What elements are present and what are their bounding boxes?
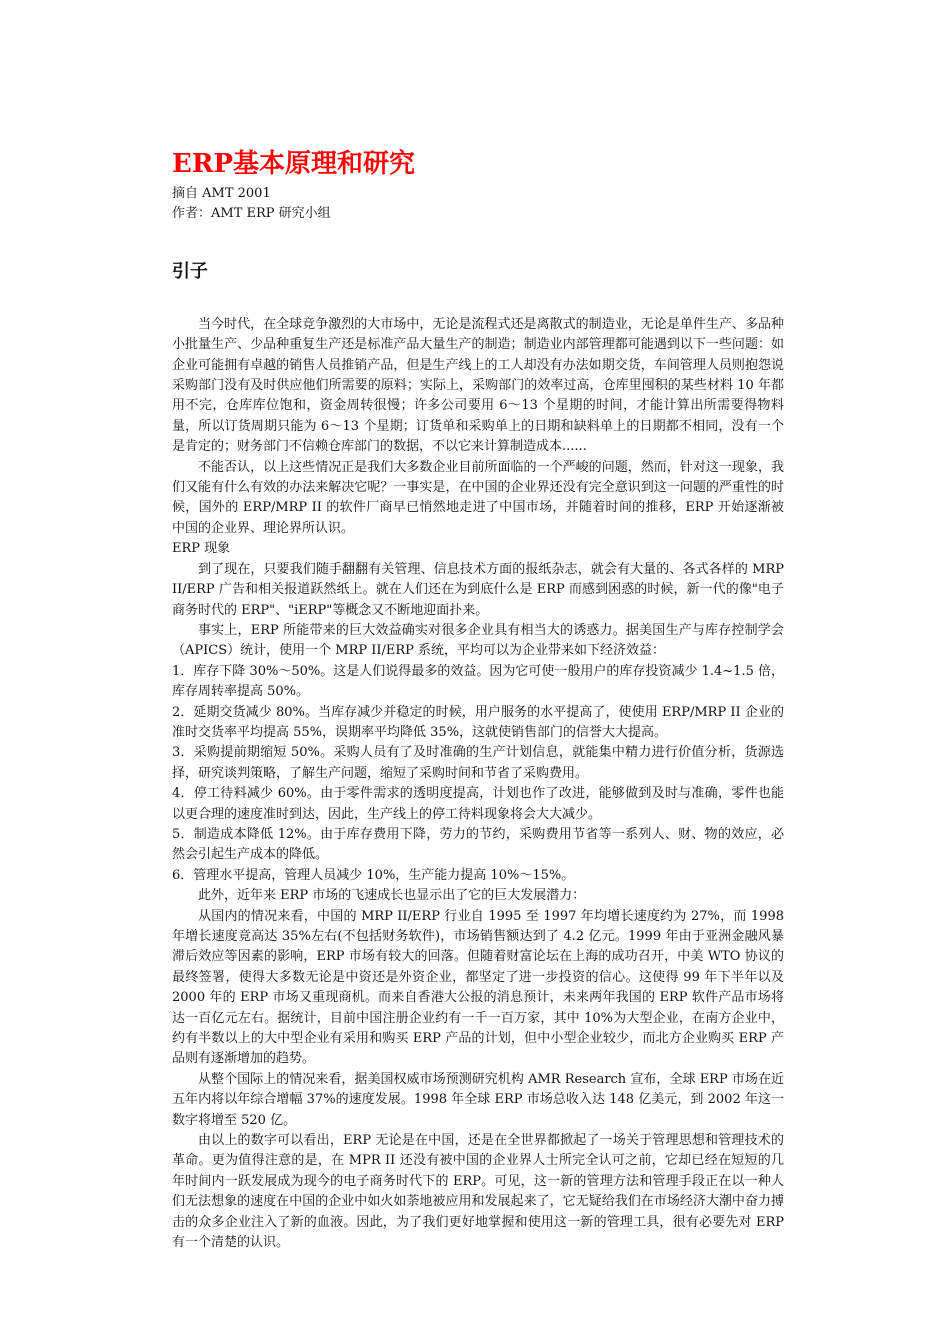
document-title: ERP基本原理和研究 bbox=[172, 149, 415, 179]
section-heading: 引子 bbox=[172, 260, 208, 282]
paragraph-2: 不能否认，以上这些情况正是我们大多数企业目前所面临的一个严峻的问题，然而，针对这一现象，我们又能有什么有效的办法来解决它呢？一事实是，在中国的企业界还没有完全意识到这一问题的严重性的时候，国外的 ERP/MRP II 的软件厂商早已悄然地走进了中国市场，并随着时间的推移，ERP 开始逐渐被中国的企业界、理论界所认识。 bbox=[172, 459, 784, 536]
paragraph-5: 此外，近年来 ERP 市场的飞速成长也显示出了它的巨大发展潜力： bbox=[198, 888, 586, 904]
source-line: 摘自 AMT 2001 bbox=[172, 186, 271, 201]
paragraph-3: 到了现在，只要我们随手翻翻有关管理、信息技术方面的报纸杂志，就会有大量的、各式各样的 MRP II/ERP 广告和相关报道跃然纸上。就在人们还在为到底什么是 ERP 而感到困惑的时候，新一代的像"电子商务时代的 ERP"、"iERP"等概念又不断地迎面扑来。 bbox=[172, 561, 784, 618]
benefit-item-2: 2．延期交货减少 80%。当库存减少并稳定的时候，用户服务的水平提高了，使使用 ERP/MRP II 企业的准时交货率平均提高 55%，误期率平均降低 35%，这就使销售部门的信誉大大提高。 bbox=[172, 704, 784, 740]
paragraph-4: 事实上，ERP 所能带来的巨大效益确实对很多企业具有相当大的诱惑力。据美国生产与库存控制学会（APICS）统计，使用一个 MRP II/ERP 系统，平均可以为企业带来如下经济效益： bbox=[172, 622, 784, 659]
paragraph-8: 由以上的数字可以看出，ERP 无论是在中国，还是在全世界都掀起了一场关于管理思想和管理技术的革命。更为值得注意的是，在 MPR II 还没有被中国的企业界人士所完全认可之前，它却已经在短短的几年时间内一跃发展成为现今的电子商务时代下的 ERP。可见，这一新的管理方法和管理手段正在以一种人们无法想象的速度在中国的企业中如火如荼地被应用和发展起来了，它无疑给我们在市场经济大潮中奋力搏击的众多企业注入了新的血液。因此，为了我们更好地掌握和使用这一新的管理工具，很有必要先对 ERP 有一个清楚的认识。 bbox=[172, 1133, 784, 1251]
document-page bbox=[172, 146, 784, 1254]
benefit-item-4: 4．停工待料减少 60%。由于零件需求的透明度提高，计划也作了改进，能够做到及时与准确，零件也能以更合理的速度准时到达，因此，生产线上的停工待料现象将会大大减少。 bbox=[172, 786, 784, 822]
benefit-item-1: 1．库存下降 30%～50%。这是人们说得最多的效益。因为它可使一般用户的库存投资减少 1.4~1.5 倍，库存周转率提高 50%。 bbox=[172, 663, 784, 700]
subheading-erp-phenomenon: ERP 现象 bbox=[172, 541, 231, 557]
paragraph-1: 当今时代，在全球竞争激烈的大市场中，无论是流程式还是离散式的制造业，无论是单件生产、多品种小批量生产、少品种重复生产还是标准产品大量生产的制造；制造业内部管理都可能遇到以下一些问题：如企业可能拥有卓越的销售人员推销产品，但是生产线上的工人却没有办法如期交货，车间管理人员则抱怨说采购部门没有及时供应他们所需要的原料；实际上，采购部门的效率过高，仓库里囤积的某些材料 10 年都用不完，仓库库位饱和，资金周转很慢；许多公司要用 6～13 个星期的时间，才能计算出所需要得物料量，所以订货周期只能为 6～13 个星期；订货单和采购单上的日期和缺料单上的日期都不相同，没有一个是肯定的；财务部门不信赖仓库部门的数据，不以它来计算制造成本...... bbox=[172, 316, 784, 455]
benefit-item-5: 5．制造成本降低 12%。由于库存费用下降，劳力的节约，采购费用节省等一系列人、财、物的效应，必然会引起生产成本的降低。 bbox=[172, 826, 784, 863]
benefit-item-6: 6．管理水平提高，管理人员减少 10%，生产能力提高 10%～15%。 bbox=[172, 867, 575, 883]
paragraph-6: 从国内的情况来看，中国的 MRP II/ERP 行业自 1995 至 1997 年均增长速度约为 27%，而 1998 年增长速度竟高达 35%左右(不包括财务软件)，市场销售额达到了 4.2 亿元。1999 年由于亚洲金融风暴滞后效应等因素的影响，ERP 市场有较大的回落。但随着财富论坛在上海的成功召开，中美 WTO 协议的最终签署，使得大多数无论是中资还是外资企业，都坚定了进一步投资的信心。这使得 99 年下半年以及 2000 年的 ERP 市场又重现商机。而来自香港大公报的消息预计，未来两年我国的 ERP 软件产品市场将达一百亿元左右。据统计，目前中国注册企业约有一千一百万家，其中 10%为大型企业，在南方企业中，约有半数以上的大中型企业有采用和购买 ERP 产品的计划，但中小型企业较少，而北方企业购买 ERP 产品则有逐渐增加的趋势。 bbox=[172, 908, 784, 1067]
benefit-item-3: 3．采购提前期缩短 50%。采购人员有了及时准确的生产计划信息，就能集中精力进行价值分析，货源选择，研究谈判策略，了解生产问题，缩短了采购时间和节省了采购费用。 bbox=[172, 745, 784, 781]
paragraph-7: 从整个国际上的情况来看，据美国权威市场预测研究机构 AMR Research 宣布，全球 ERP 市场在近五年内将以年综合增幅 37%的速度发展。1998 年全球 ERP 市场总收入达 148 亿美元，到 2002 年这一数字将增至 520 亿。 bbox=[172, 1071, 784, 1128]
author-line: 作者：AMT ERP 研究小组 bbox=[172, 206, 331, 222]
